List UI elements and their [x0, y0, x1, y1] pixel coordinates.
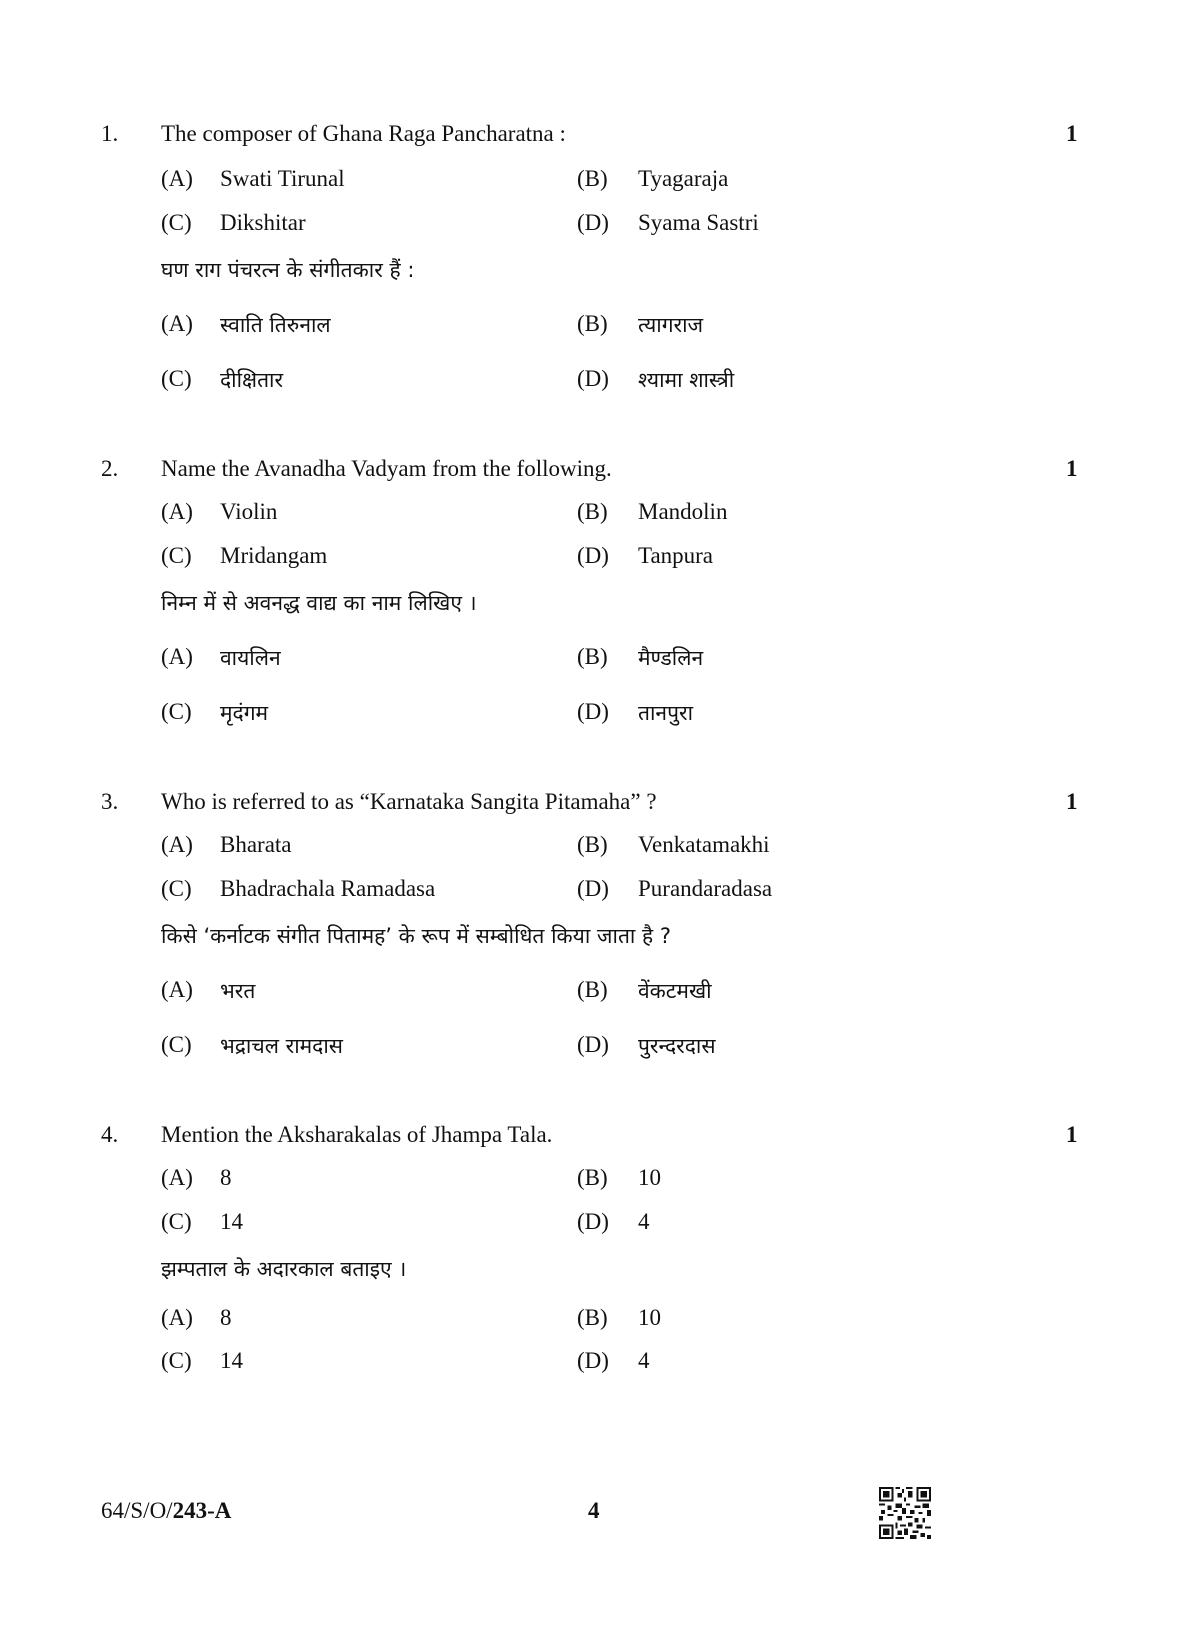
option-label: (B): [577, 977, 608, 1002]
option-text: Bharata: [220, 832, 292, 857]
option-text: Purandaradasa: [638, 876, 773, 901]
option-text: 14: [220, 1209, 243, 1234]
option-label: (A): [161, 832, 193, 857]
option-text: Venkatamakhi: [638, 832, 770, 857]
option-text-hindi: दीक्षितार: [220, 368, 284, 392]
question-number: 3.: [101, 789, 119, 814]
qr-code-icon: [879, 1487, 931, 1539]
option-label: (B): [577, 1305, 608, 1330]
option-text-hindi: पुरन्दरदास: [638, 1034, 716, 1058]
question-number: 4.: [101, 1122, 119, 1147]
option-label: (D): [577, 699, 609, 724]
option-text: 4: [638, 1348, 650, 1373]
option-text: Tanpura: [638, 543, 714, 568]
question-marks: 1: [1066, 456, 1078, 481]
option-label: (A): [161, 1165, 193, 1190]
option-label: (A): [161, 977, 193, 1002]
option-label: (C): [161, 1209, 192, 1234]
question-text-hindi: किसे ‘कर्नाटक संगीत पितामह’ के रूप में सम्बोधित किया जाता है ?: [161, 924, 672, 948]
paper-code: [101, 1498, 231, 1524]
option-label: (D): [577, 210, 609, 235]
question-number: 2.: [101, 456, 119, 481]
option-text: Bhadrachala Ramadasa: [220, 876, 436, 901]
option-label: (C): [161, 699, 192, 724]
option-text-hindi: स्वाति तिरुनाल: [220, 313, 331, 337]
question-marks: 1: [1066, 1122, 1078, 1147]
option-text: Mridangam: [220, 543, 328, 568]
question-text: Name the Avanadha Vadyam from the following.: [161, 456, 612, 481]
option-text: Dikshitar: [220, 210, 306, 235]
option-label: (D): [577, 543, 609, 568]
option-text-hindi: तानपुरा: [638, 701, 694, 725]
question-text-hindi: घण राग पंचरत्न के संगीतकार हैं :: [161, 258, 415, 282]
option-label: (C): [161, 1348, 192, 1373]
option-text: 4: [638, 1209, 650, 1234]
option-text-hindi: वायलिन: [220, 646, 281, 670]
option-text: Syama Sastri: [638, 210, 759, 235]
question-text: The composer of Ghana Raga Pancharatna :: [161, 121, 566, 146]
question-number: 1.: [101, 121, 119, 146]
question-text: Mention the Aksharakalas of Jhampa Tala.: [161, 1122, 553, 1147]
question-text-hindi: निम्न में से अवनद्ध वाद्य का नाम लिखिए ।: [161, 591, 477, 615]
option-label: (C): [161, 366, 192, 391]
option-text-hindi: भरत: [220, 979, 256, 1003]
option-label: (B): [577, 499, 608, 524]
option-label: (D): [577, 1348, 609, 1373]
option-text-hindi: भद्राचल रामदास: [220, 1034, 343, 1058]
option-text: 10: [638, 1305, 661, 1330]
option-text-hindi: त्यागराज: [638, 313, 704, 337]
option-text: Violin: [220, 499, 278, 524]
option-label: (A): [161, 1305, 193, 1330]
option-text-hindi: मृदंगम: [220, 701, 269, 725]
option-label: (C): [161, 1032, 192, 1057]
option-label: (A): [161, 311, 193, 336]
option-label: (D): [577, 876, 609, 901]
option-label: (B): [577, 166, 608, 191]
option-label: (B): [577, 311, 608, 336]
question-text: Who is referred to as “Karnataka Sangita Pitamaha” ?: [161, 789, 657, 814]
option-text: Tyagaraja: [638, 166, 729, 191]
option-label: (D): [577, 1209, 609, 1234]
option-text-hindi: श्यामा शास्त्री: [638, 368, 735, 392]
option-text: 10: [638, 1165, 661, 1190]
option-label: (C): [161, 210, 192, 235]
option-text: 8: [220, 1165, 232, 1190]
option-text: 8: [220, 1305, 232, 1330]
option-label: (B): [577, 832, 608, 857]
option-label: (A): [161, 644, 193, 669]
option-text: 14: [220, 1348, 243, 1373]
option-text: Mandolin: [638, 499, 728, 524]
option-label: (D): [577, 1032, 609, 1057]
option-text-hindi: वेंकटमखी: [638, 979, 712, 1003]
question-text-hindi: झम्पताल के अदारकाल बताइए ।: [161, 1257, 407, 1281]
option-text: Swati Tirunal: [220, 166, 345, 191]
option-label: (D): [577, 366, 609, 391]
option-label: (A): [161, 166, 193, 191]
paper-code-prefix: 64/S/O/: [101, 1498, 173, 1523]
question-marks: 1: [1066, 789, 1078, 814]
option-label: (A): [161, 499, 193, 524]
option-text-hindi: मैण्डलिन: [638, 646, 704, 670]
question-marks: 1: [1066, 121, 1078, 146]
option-label: (B): [577, 644, 608, 669]
option-label: (C): [161, 876, 192, 901]
page-number: 4: [588, 1498, 600, 1523]
option-label: (B): [577, 1165, 608, 1190]
paper-code-set: 243-A: [172, 1498, 232, 1523]
option-label: (C): [161, 543, 192, 568]
